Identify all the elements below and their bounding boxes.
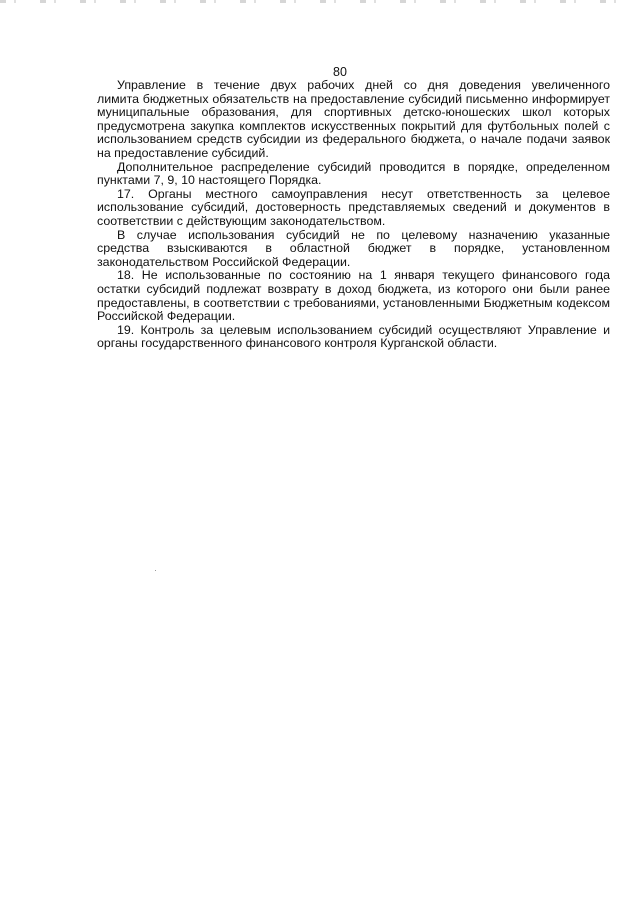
document-body [97, 79, 610, 351]
paragraph [97, 161, 610, 188]
text-line: пунктами 7, 9, 10 настоящего Порядка. [97, 174, 322, 188]
paragraph [97, 229, 610, 270]
paragraph [97, 188, 610, 229]
paragraph [97, 269, 610, 323]
paragraph [97, 79, 610, 161]
text-line: остатки субсидий подлежат возврату в доход бюджета, из которого они были ранее [97, 282, 610, 296]
text-line: 19. Контроль за целевым использованием субсидий осуществляют Управление и [117, 323, 610, 337]
text-line: предусмотрена закупка комплектов искусственных покрытий для футбольных полей с [97, 119, 610, 133]
paragraph [97, 324, 610, 351]
page-number: 80 [333, 65, 347, 79]
text-line: Дополнительное распределение субсидий проводится в порядке, определенном [117, 160, 610, 174]
text-line: лимита бюджетных обязательств на предоставление субсидий письменно информирует [97, 92, 610, 106]
text-line: законодательством Российской Федерации. [97, 255, 351, 269]
text-line: на предоставление субсидий. [97, 146, 269, 160]
text-line: средства взыскиваются в областной бюджет в порядке, установленном [97, 242, 610, 256]
text-line: использование субсидий, достоверность представляемых сведений и документов в [97, 201, 610, 215]
text-line: органы государственного финансового контроля Курганской области. [97, 337, 498, 351]
scan-speck [155, 570, 156, 571]
text-line: Российской Федерации. [97, 310, 236, 324]
text-line: соответствии с действующим законодательством. [97, 214, 386, 228]
text-line: В случае использования субсидий не по целевому назначению указанные [117, 228, 610, 242]
text-line: использованием средств субсидии из федерального бюджета, о начале подачи заявок [97, 133, 610, 147]
text-line: 18. Не использованные по состоянию на 1 января текущего финансового года [117, 269, 610, 283]
text-line: 17. Органы местного самоуправления несут ответственность за целевое [117, 187, 610, 201]
text-line: муниципальные образования, для спортивных детско-юношеских школ которых [97, 106, 610, 120]
text-line: предоставлены, в соответствии с требованиями, установленными Бюджетным кодексом [97, 296, 610, 310]
text-line: Управление в течение двух рабочих дней со дня доведения увеличенного [117, 79, 610, 92]
scan-artifact [0, 0, 640, 3]
